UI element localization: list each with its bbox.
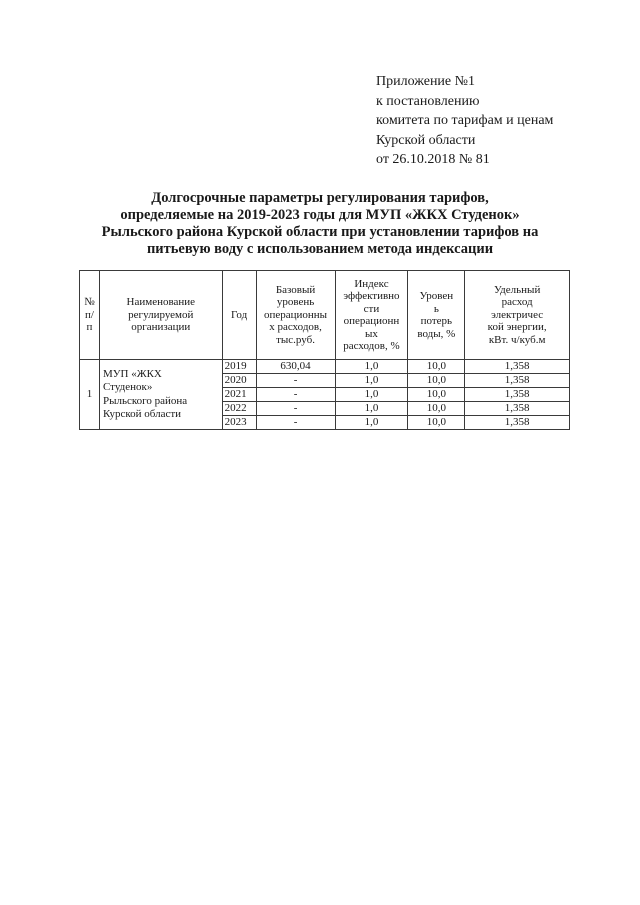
appendix-line: к постановлению (376, 93, 480, 109)
title-line: определяемые на 2019-2023 годы для МУП «ЖКХ Студенок» (120, 207, 520, 223)
appendix-line: Курской области (376, 132, 476, 148)
efficiency-index-cell: 1,0 (335, 388, 408, 402)
title-line: питьевую воду с использованием метода индексации (146, 241, 494, 257)
header-efficiency-index: Индекс эффективно сти операционн ых расходов, % (335, 271, 408, 360)
year-cell: 2021 (222, 388, 256, 402)
efficiency-index-cell: 1,0 (335, 402, 408, 416)
efficiency-index-cell: 1,0 (335, 374, 408, 388)
header-row-number: № п/ п (80, 271, 100, 360)
energy-consumption-cell: 1,358 (465, 416, 570, 430)
table-header-row (80, 271, 570, 360)
base-costs-cell: - (256, 416, 335, 430)
appendix-line: Приложение №1 (376, 74, 475, 89)
energy-consumption-cell: 1,358 (465, 388, 570, 402)
energy-consumption-cell: 1,358 (465, 402, 570, 416)
table-row (80, 360, 570, 374)
energy-consumption-cell: 1,358 (465, 360, 570, 374)
base-costs-cell: - (256, 374, 335, 388)
water-loss-cell: 10,0 (408, 374, 465, 388)
year-cell: 2022 (222, 402, 256, 416)
base-costs-cell: - (256, 388, 335, 402)
water-loss-cell: 10,0 (408, 416, 465, 430)
year-cell: 2020 (222, 374, 256, 388)
energy-consumption-cell: 1,358 (465, 374, 570, 388)
title-line: Рыльского района Курской области при установлении тарифов на (101, 224, 539, 240)
year-cell: 2023 (222, 416, 256, 430)
header-specific-energy-consumption: Удельный расход электричес кой энергии, кВт. ч/куб.м (465, 271, 570, 360)
efficiency-index-cell: 1,0 (335, 416, 408, 430)
header-year: Год (222, 271, 256, 360)
water-loss-cell: 10,0 (408, 402, 465, 416)
header-base-operating-costs: Базовый уровень операционны х расходов, тыс.руб. (256, 271, 335, 360)
header-organization: Наименование регулируемой организации (99, 271, 222, 360)
water-loss-cell: 10,0 (408, 388, 465, 402)
appendix-block (376, 72, 553, 170)
appendix-line: комитета по тарифам и ценам (376, 113, 554, 128)
header-water-loss-level: Уровен ь потерь воды, % (408, 271, 465, 360)
tariff-parameters-table (79, 270, 570, 430)
base-costs-cell: - (256, 402, 335, 416)
row-number-cell: 1 (80, 360, 100, 430)
document-title (60, 190, 580, 258)
base-costs-cell: 630,04 (256, 360, 335, 374)
organization-cell: МУП «ЖКХ Студенок» Рыльского района Курской области (99, 360, 222, 430)
year-cell: 2019 (222, 360, 256, 374)
appendix-date-line: от 26.10.2018 № 81 (376, 152, 490, 167)
efficiency-index-cell: 1,0 (335, 360, 408, 374)
water-loss-cell: 10,0 (408, 360, 465, 374)
title-line: Долгосрочные параметры регулирования тарифов, (151, 190, 489, 206)
